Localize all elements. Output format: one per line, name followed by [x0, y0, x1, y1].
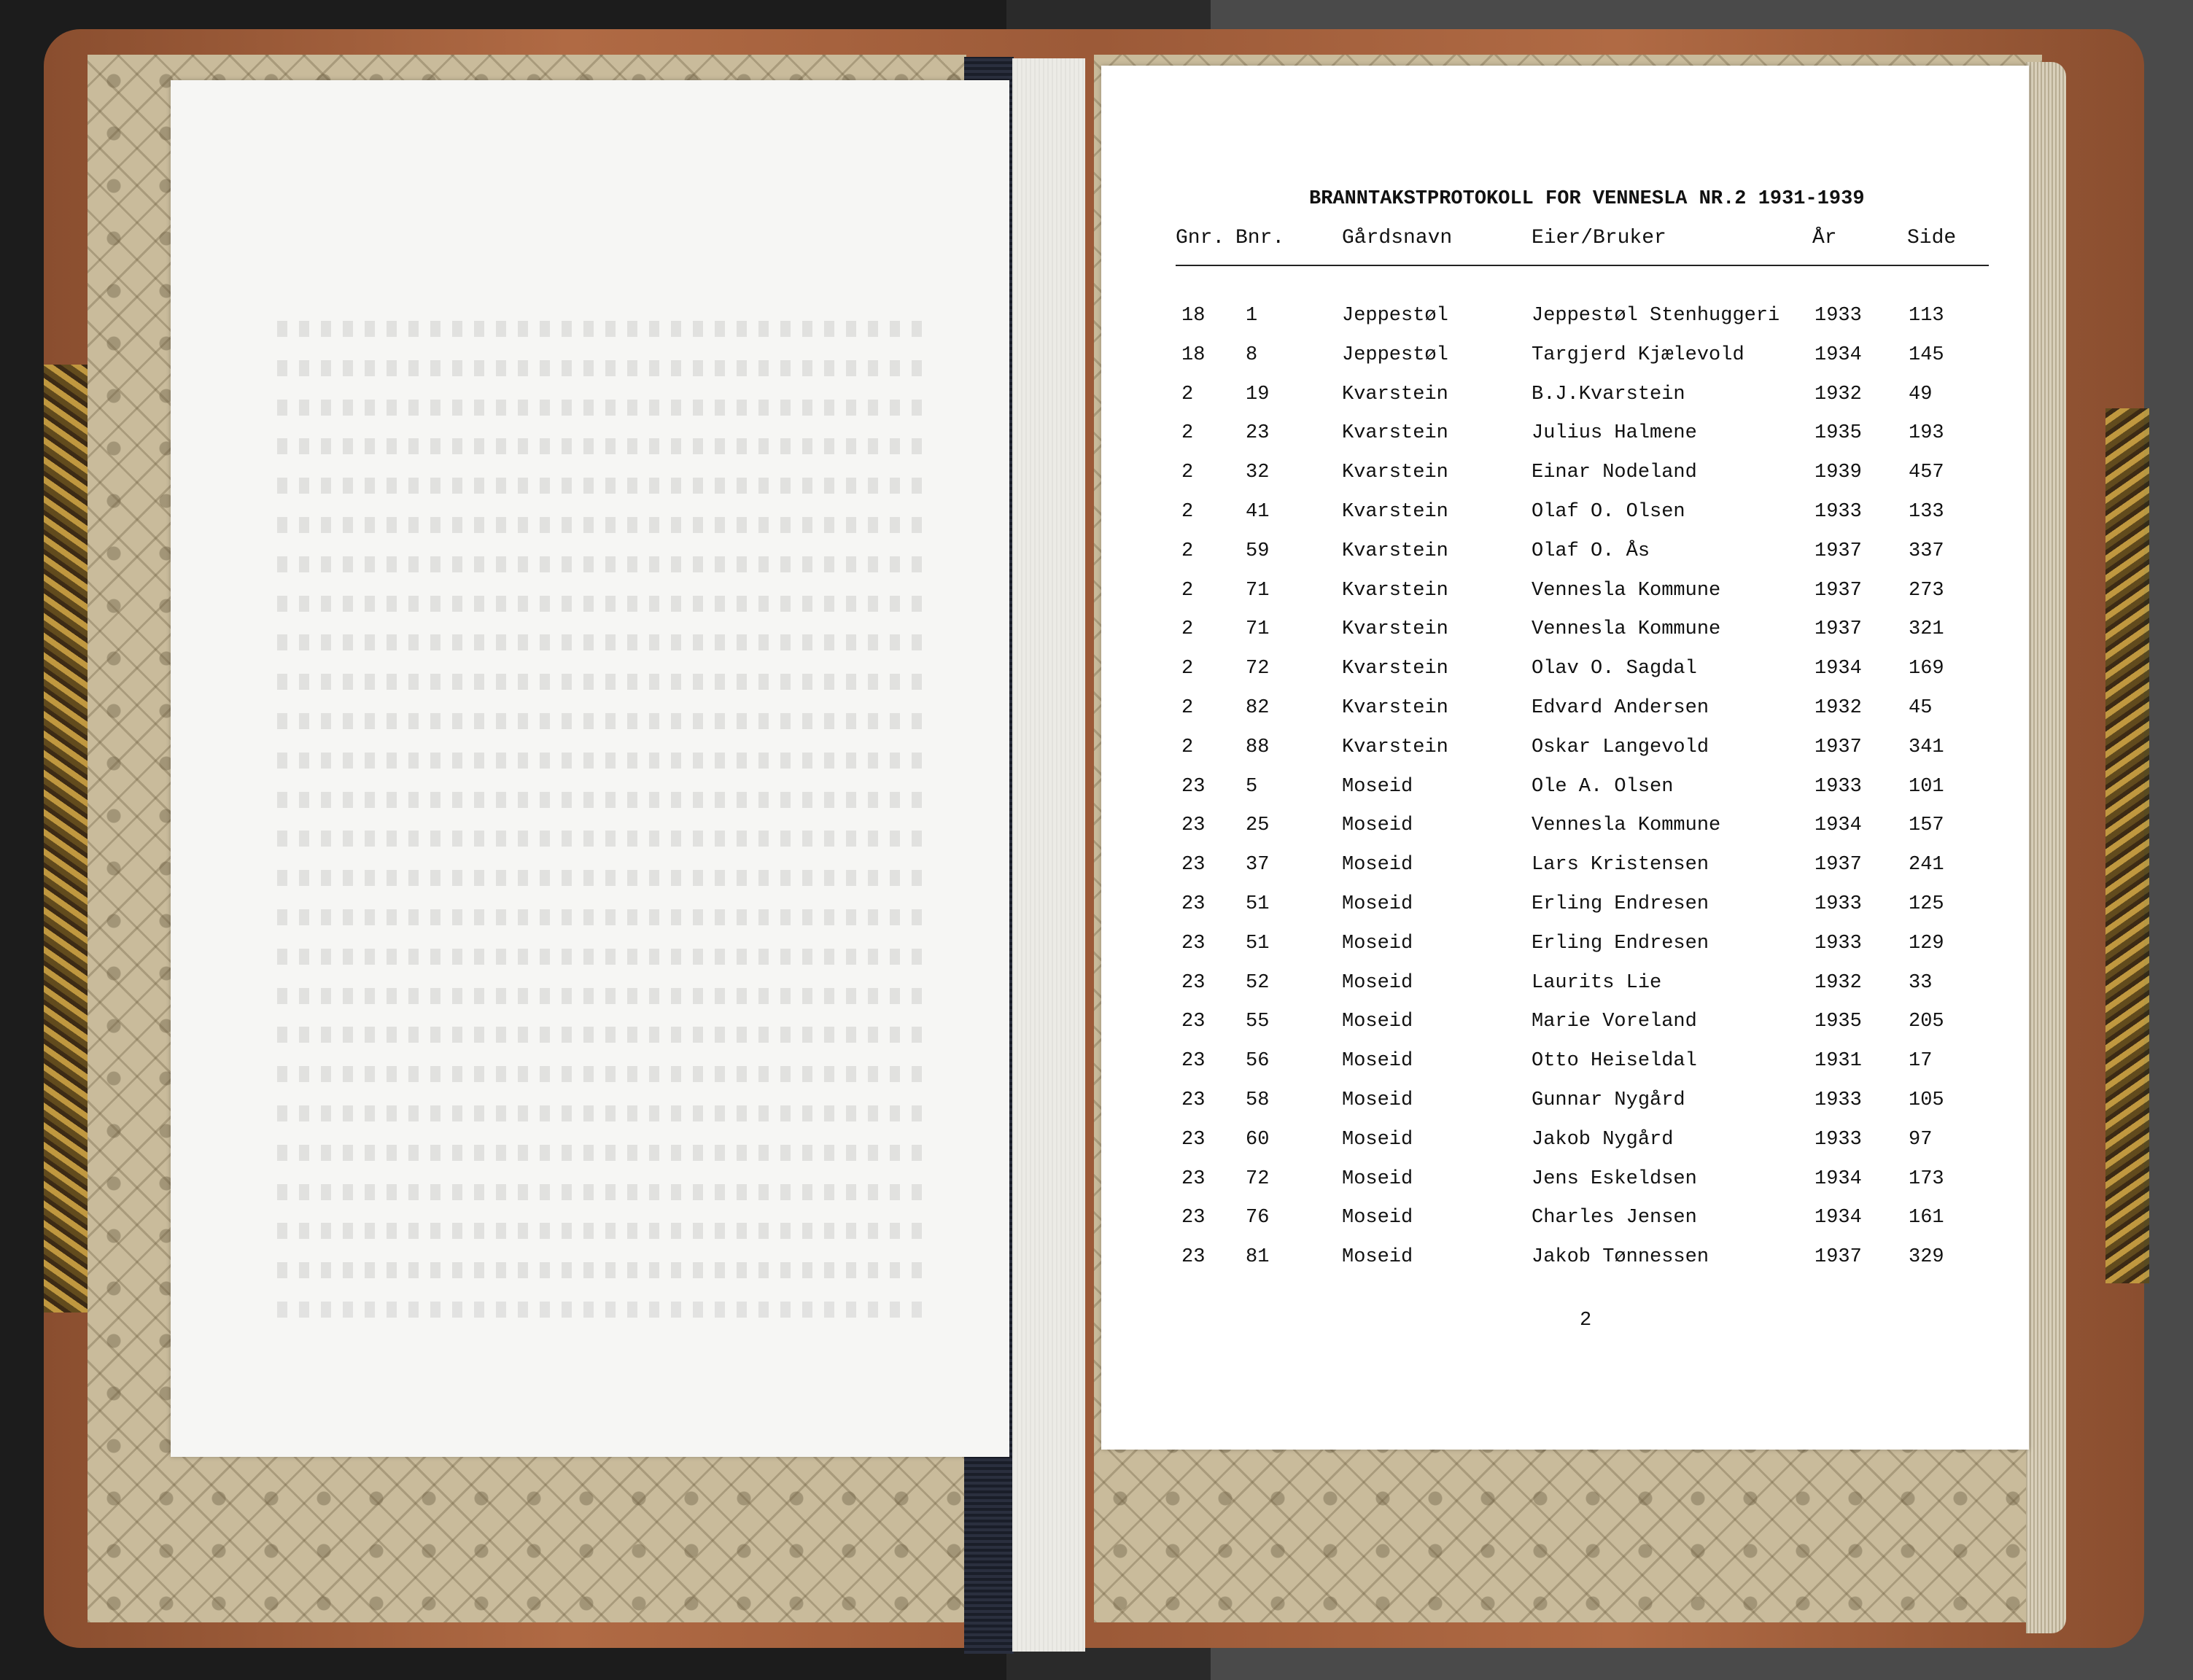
gardsnavn-cell: Kvarstein — [1342, 462, 1448, 484]
show-through-line — [265, 1262, 922, 1278]
header-side: Side — [1907, 227, 1957, 249]
show-through-line — [265, 674, 922, 690]
show-through-text — [171, 80, 1009, 1457]
right-page — [1101, 66, 2029, 1450]
gnr-cell: 2 — [1181, 697, 1194, 719]
show-through-line — [265, 1145, 922, 1161]
side-cell: 457 — [1909, 462, 1944, 484]
ar-cell: 1933 — [1814, 932, 1862, 954]
gardsnavn-cell: Moseid — [1342, 932, 1413, 954]
show-through-line — [265, 1302, 922, 1318]
ar-cell: 1934 — [1814, 343, 1862, 366]
gardsnavn-cell: Kvarstein — [1342, 383, 1448, 405]
eier-cell: Gunnar Nygård — [1532, 1089, 1685, 1111]
ar-cell: 1934 — [1814, 658, 1862, 680]
ar-cell: 1937 — [1814, 854, 1862, 876]
side-cell: 205 — [1909, 1011, 1944, 1033]
ar-cell: 1937 — [1814, 540, 1862, 562]
ar-cell: 1932 — [1814, 383, 1862, 405]
gardsnavn-cell: Moseid — [1342, 971, 1413, 994]
ar-cell: 1932 — [1814, 971, 1862, 994]
side-cell: 161 — [1909, 1207, 1944, 1229]
gardsnavn-cell: Moseid — [1342, 1246, 1413, 1269]
show-through-line — [265, 556, 922, 572]
bnr-cell: 8 — [1246, 343, 1258, 366]
gardsnavn-cell: Moseid — [1342, 1011, 1413, 1033]
show-through-line — [265, 831, 922, 847]
gnr-cell: 18 — [1181, 305, 1206, 327]
gnr-cell: 23 — [1181, 971, 1206, 994]
eier-cell: Charles Jensen — [1532, 1207, 1697, 1229]
show-through-line — [265, 949, 922, 965]
gardsnavn-cell: Kvarstein — [1342, 579, 1448, 602]
side-cell: 17 — [1909, 1050, 1933, 1073]
side-cell: 321 — [1909, 618, 1944, 641]
eier-cell: Jakob Nygård — [1532, 1128, 1674, 1151]
gnr-cell: 23 — [1181, 1207, 1206, 1229]
ar-cell: 1934 — [1814, 1207, 1862, 1229]
side-cell: 145 — [1909, 343, 1944, 366]
show-through-line — [265, 321, 922, 337]
gnr-cell: 2 — [1181, 501, 1194, 523]
bnr-cell: 71 — [1246, 618, 1270, 641]
gardsnavn-cell: Moseid — [1342, 893, 1413, 915]
side-cell: 241 — [1909, 854, 1944, 876]
header-gardsnavn: Gårdsnavn — [1342, 227, 1453, 249]
gnr-cell: 2 — [1181, 422, 1194, 445]
header-rule — [1176, 265, 1989, 266]
side-cell: 157 — [1909, 814, 1944, 837]
spine-tape — [1012, 58, 1085, 1652]
ar-cell: 1931 — [1814, 1050, 1862, 1073]
marbled-edge-right — [2105, 408, 2149, 1283]
show-through-line — [265, 438, 922, 454]
eier-cell: Olav O. Sagdal — [1532, 658, 1697, 680]
side-cell: 97 — [1909, 1128, 1933, 1151]
eier-cell: Erling Endresen — [1532, 893, 1709, 915]
gnr-cell: 2 — [1181, 658, 1194, 680]
ar-cell: 1934 — [1814, 1167, 1862, 1190]
side-cell: 329 — [1909, 1246, 1944, 1269]
ar-cell: 1935 — [1814, 1011, 1862, 1033]
ar-cell: 1933 — [1814, 305, 1862, 327]
gardsnavn-cell: Kvarstein — [1342, 736, 1448, 758]
eier-cell: Oskar Langevold — [1532, 736, 1709, 758]
side-cell: 133 — [1909, 501, 1944, 523]
side-cell: 101 — [1909, 775, 1944, 798]
gardsnavn-cell: Kvarstein — [1342, 697, 1448, 719]
gnr-cell: 2 — [1181, 579, 1194, 602]
bnr-cell: 88 — [1246, 736, 1270, 758]
eier-cell: Otto Heiseldal — [1532, 1050, 1697, 1073]
gnr-cell: 2 — [1181, 618, 1194, 641]
ar-cell: 1932 — [1814, 697, 1862, 719]
bnr-cell: 81 — [1246, 1246, 1270, 1269]
left-page-blank — [171, 80, 1009, 1457]
side-cell: 341 — [1909, 736, 1944, 758]
bnr-cell: 5 — [1246, 775, 1258, 798]
gardsnavn-cell: Kvarstein — [1342, 422, 1448, 445]
bnr-cell: 1 — [1246, 305, 1258, 327]
page-block-edges — [2026, 62, 2066, 1633]
eier-cell: Olaf O. Ås — [1532, 540, 1650, 562]
eier-cell: Olaf O. Olsen — [1532, 501, 1685, 523]
gnr-cell: 23 — [1181, 1246, 1206, 1269]
side-cell: 173 — [1909, 1167, 1944, 1190]
bnr-cell: 37 — [1246, 854, 1270, 876]
bnr-cell: 41 — [1246, 501, 1270, 523]
eier-cell: Einar Nodeland — [1532, 462, 1697, 484]
side-cell: 105 — [1909, 1089, 1944, 1111]
header-eier-bruker: Eier/Bruker — [1532, 227, 1666, 249]
side-cell: 337 — [1909, 540, 1944, 562]
gardsnavn-cell: Moseid — [1342, 1128, 1413, 1151]
gardsnavn-cell: Kvarstein — [1342, 658, 1448, 680]
gnr-cell: 23 — [1181, 854, 1206, 876]
side-cell: 125 — [1909, 893, 1944, 915]
bnr-cell: 60 — [1246, 1128, 1270, 1151]
gardsnavn-cell: Moseid — [1342, 814, 1413, 837]
show-through-line — [265, 596, 922, 612]
ar-cell: 1933 — [1814, 1128, 1862, 1151]
gardsnavn-cell: Moseid — [1342, 1089, 1413, 1111]
bnr-cell: 23 — [1246, 422, 1270, 445]
show-through-line — [265, 1027, 922, 1043]
bnr-cell: 59 — [1246, 540, 1270, 562]
gardsnavn-cell: Moseid — [1342, 775, 1413, 798]
eier-cell: Vennesla Kommune — [1532, 579, 1721, 602]
eier-cell: Jakob Tønnessen — [1532, 1246, 1709, 1269]
eier-cell: Edvard Andersen — [1532, 697, 1709, 719]
bnr-cell: 72 — [1246, 658, 1270, 680]
show-through-line — [265, 1184, 922, 1200]
gnr-cell: 23 — [1181, 1050, 1206, 1073]
side-cell: 49 — [1909, 383, 1933, 405]
ar-cell: 1937 — [1814, 1246, 1862, 1269]
gardsnavn-cell: Moseid — [1342, 854, 1413, 876]
bnr-cell: 51 — [1246, 932, 1270, 954]
eier-cell: Lars Kristensen — [1532, 854, 1709, 876]
show-through-line — [265, 360, 922, 376]
side-cell: 33 — [1909, 971, 1933, 994]
ar-cell: 1935 — [1814, 422, 1862, 445]
gnr-cell: 23 — [1181, 893, 1206, 915]
document-title: BRANNTAKSTPROTOKOLL FOR VENNESLA NR.2 1931-1939 — [1309, 188, 1865, 210]
bnr-cell: 32 — [1246, 462, 1270, 484]
show-through-line — [265, 634, 922, 650]
side-cell: 113 — [1909, 305, 1944, 327]
bnr-cell: 71 — [1246, 579, 1270, 602]
ar-cell: 1933 — [1814, 893, 1862, 915]
eier-cell: Targjerd Kjælevold — [1532, 343, 1744, 366]
gnr-cell: 2 — [1181, 383, 1194, 405]
ar-cell: 1937 — [1814, 736, 1862, 758]
eier-cell: B.J.Kvarstein — [1532, 383, 1685, 405]
show-through-line — [265, 517, 922, 533]
bnr-cell: 56 — [1246, 1050, 1270, 1073]
show-through-line — [265, 988, 922, 1004]
show-through-line — [265, 713, 922, 729]
eier-cell: Erling Endresen — [1532, 932, 1709, 954]
gnr-cell: 23 — [1181, 775, 1206, 798]
show-through-line — [265, 752, 922, 769]
gnr-cell: 2 — [1181, 540, 1194, 562]
eier-cell: Jeppestøl Stenhuggeri — [1532, 305, 1780, 327]
show-through-line — [265, 909, 922, 925]
eier-cell: Jens Eskeldsen — [1532, 1167, 1697, 1190]
bnr-cell: 82 — [1246, 697, 1270, 719]
gnr-cell: 18 — [1181, 343, 1206, 366]
bnr-cell: 55 — [1246, 1011, 1270, 1033]
gardsnavn-cell: Moseid — [1342, 1050, 1413, 1073]
header-ar: År — [1812, 227, 1837, 249]
gnr-cell: 23 — [1181, 1167, 1206, 1190]
side-cell: 129 — [1909, 932, 1944, 954]
eier-cell: Vennesla Kommune — [1532, 618, 1721, 641]
eier-cell: Marie Voreland — [1532, 1011, 1697, 1033]
show-through-line — [265, 1066, 922, 1082]
gnr-cell: 23 — [1181, 932, 1206, 954]
page-number: 2 — [1580, 1310, 1592, 1331]
show-through-line — [265, 870, 922, 886]
eier-cell: Ole A. Olsen — [1532, 775, 1674, 798]
gnr-cell: 23 — [1181, 814, 1206, 837]
bnr-cell: 52 — [1246, 971, 1270, 994]
gardsnavn-cell: Kvarstein — [1342, 540, 1448, 562]
show-through-line — [265, 1223, 922, 1239]
bnr-cell: 19 — [1246, 383, 1270, 405]
show-through-line — [265, 400, 922, 416]
gnr-cell: 23 — [1181, 1089, 1206, 1111]
gardsnavn-cell: Moseid — [1342, 1207, 1413, 1229]
bnr-cell: 25 — [1246, 814, 1270, 837]
gardsnavn-cell: Kvarstein — [1342, 618, 1448, 641]
gnr-cell: 2 — [1181, 462, 1194, 484]
eier-cell: Julius Halmene — [1532, 422, 1697, 445]
gardsnavn-cell: Jeppestøl — [1342, 305, 1448, 327]
bnr-cell: 72 — [1246, 1167, 1270, 1190]
ar-cell: 1933 — [1814, 1089, 1862, 1111]
side-cell: 193 — [1909, 422, 1944, 445]
eier-cell: Vennesla Kommune — [1532, 814, 1721, 837]
show-through-line — [265, 1105, 922, 1121]
ar-cell: 1933 — [1814, 501, 1862, 523]
show-through-line — [265, 478, 922, 494]
eier-cell: Laurits Lie — [1532, 971, 1662, 994]
ar-cell: 1937 — [1814, 618, 1862, 641]
bnr-cell: 58 — [1246, 1089, 1270, 1111]
header-gnr: Gnr. — [1176, 227, 1225, 249]
ar-cell: 1934 — [1814, 814, 1862, 837]
gardsnavn-cell: Kvarstein — [1342, 501, 1448, 523]
side-cell: 273 — [1909, 579, 1944, 602]
marbled-edge-left — [44, 365, 88, 1312]
gardsnavn-cell: Jeppestøl — [1342, 343, 1448, 366]
gardsnavn-cell: Moseid — [1342, 1167, 1413, 1190]
side-cell: 45 — [1909, 697, 1933, 719]
gnr-cell: 23 — [1181, 1011, 1206, 1033]
ar-cell: 1933 — [1814, 775, 1862, 798]
bnr-cell: 51 — [1246, 893, 1270, 915]
ar-cell: 1937 — [1814, 579, 1862, 602]
show-through-line — [265, 792, 922, 808]
gnr-cell: 23 — [1181, 1128, 1206, 1151]
gnr-cell: 2 — [1181, 736, 1194, 758]
header-bnr: Bnr. — [1235, 227, 1285, 249]
bnr-cell: 76 — [1246, 1207, 1270, 1229]
ar-cell: 1939 — [1814, 462, 1862, 484]
side-cell: 169 — [1909, 658, 1944, 680]
